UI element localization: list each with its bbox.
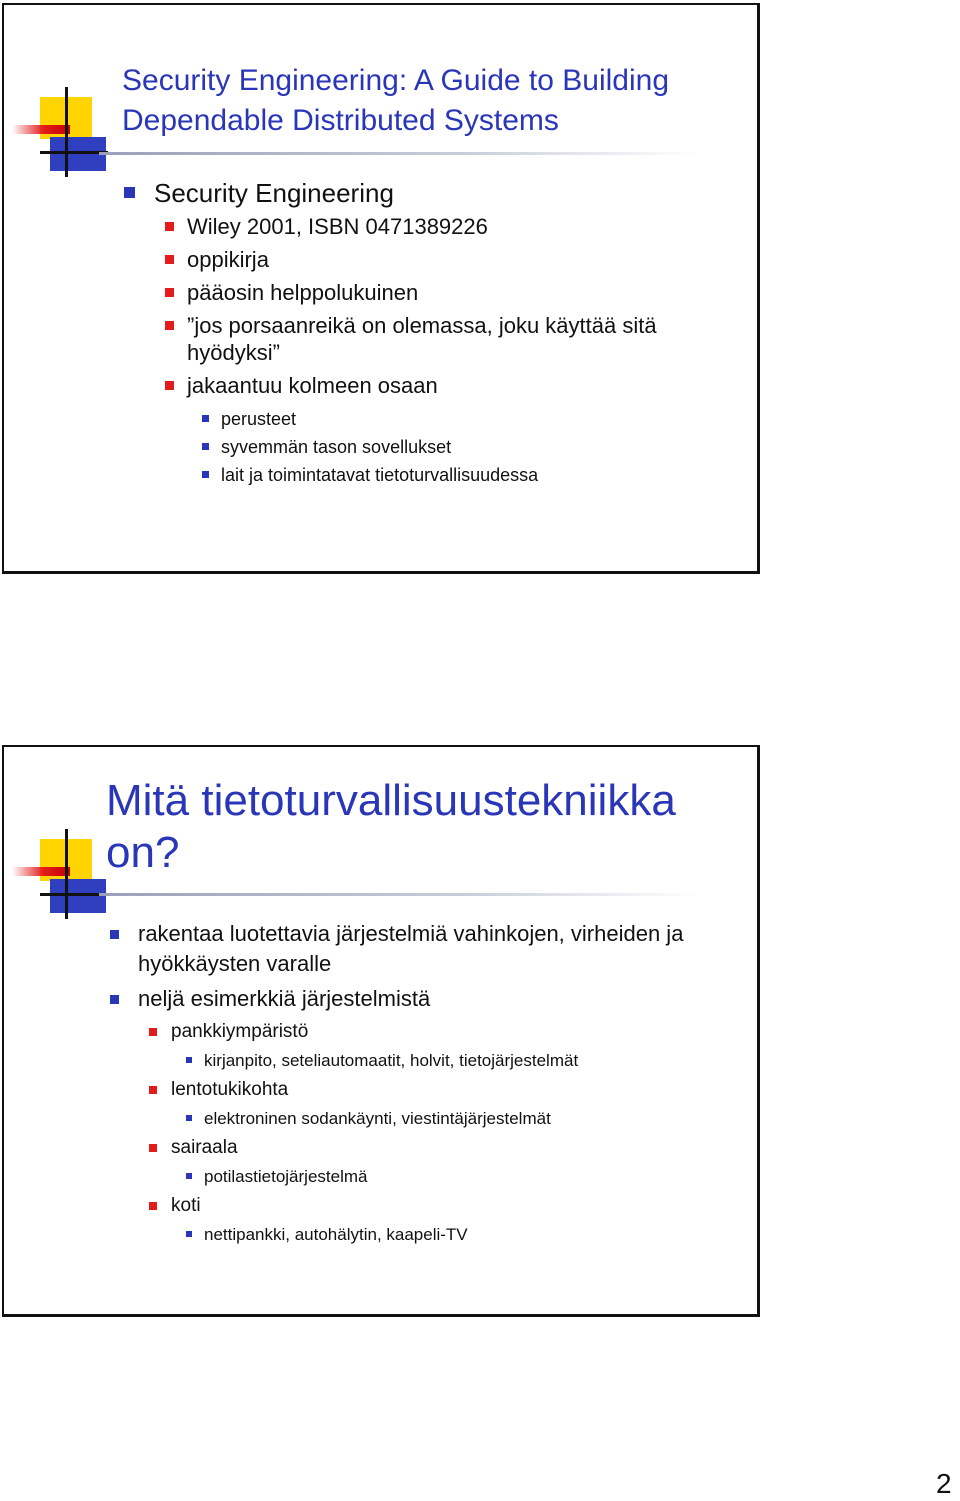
list-item: potilastietojärjestelmä — [108, 1163, 748, 1190]
bullet-square-icon — [165, 321, 174, 330]
bullet-square-icon — [202, 443, 209, 450]
slide-1 — [2, 3, 760, 574]
bullet-square-icon — [149, 1028, 157, 1036]
bullet-square-icon — [186, 1057, 192, 1063]
bullet-square-icon — [186, 1231, 192, 1237]
bullet-square-icon — [165, 288, 174, 297]
list-item: lentotukikohta — [108, 1077, 748, 1103]
list-item: lait ja toimintatavat tietoturvallisuudessa — [124, 461, 744, 489]
list-item: nettipankki, autohälytin, kaapeli-TV — [108, 1221, 748, 1248]
slide-logo-icon — [12, 829, 112, 929]
list-item: syvemmän tason sovellukset — [124, 433, 744, 461]
bullet-square-icon — [186, 1173, 192, 1179]
slide-title: Mitä tietoturvallisuustekniikka on? — [106, 776, 676, 877]
list-item: Security Engineering — [124, 173, 744, 213]
list-item: jakaantuu kolmeen osaan — [124, 372, 744, 399]
list-item: neljä esimerkkiä järjestelmistä — [108, 984, 748, 1014]
list-item: elektroninen sodankäynti, viestintäjärjestelmät — [108, 1105, 748, 1132]
slide-2 — [2, 745, 760, 1317]
page-number: 2 — [936, 1468, 952, 1499]
list-item: sairaala — [108, 1135, 748, 1161]
list-item: pankkiympäristö — [108, 1019, 748, 1045]
bullet-square-icon — [202, 415, 209, 422]
bullet-square-icon — [149, 1086, 157, 1094]
list-item: kirjanpito, seteliautomaatit, holvit, tietojärjestelmät — [108, 1047, 748, 1074]
list-item: perusteet — [124, 405, 744, 433]
bullet-square-icon — [202, 471, 209, 478]
list-item: rakentaa luotettavia järjestelmiä vahinkojen, virheiden ja hyökkäysten varalle — [108, 919, 748, 979]
title-divider — [99, 152, 699, 155]
bullet-square-icon — [110, 995, 119, 1004]
list-item: Wiley 2001, ISBN 0471389226 — [124, 213, 744, 240]
bullet-square-icon — [165, 381, 174, 390]
list-item: pääosin helppolukuinen — [124, 279, 744, 306]
slide-logo-icon — [12, 87, 112, 187]
bullet-square-icon — [149, 1202, 157, 1210]
bullet-list — [108, 919, 748, 1251]
bullet-square-icon — [124, 187, 135, 198]
bullet-square-icon — [165, 222, 174, 231]
bullet-square-icon — [186, 1115, 192, 1121]
list-item: oppikirja — [124, 246, 744, 273]
list-item: koti — [108, 1193, 748, 1219]
list-item: ”jos porsaanreikä on olemassa, joku käyttää sitä hyödyksi” — [124, 312, 744, 366]
bullet-square-icon — [165, 255, 174, 264]
bullet-square-icon — [149, 1144, 157, 1152]
bullet-square-icon — [110, 930, 119, 939]
bullet-list — [124, 173, 744, 489]
slide-title: Security Engineering: A Guide to Building Dependable Distributed Systems — [122, 64, 670, 137]
title-divider — [99, 893, 699, 896]
